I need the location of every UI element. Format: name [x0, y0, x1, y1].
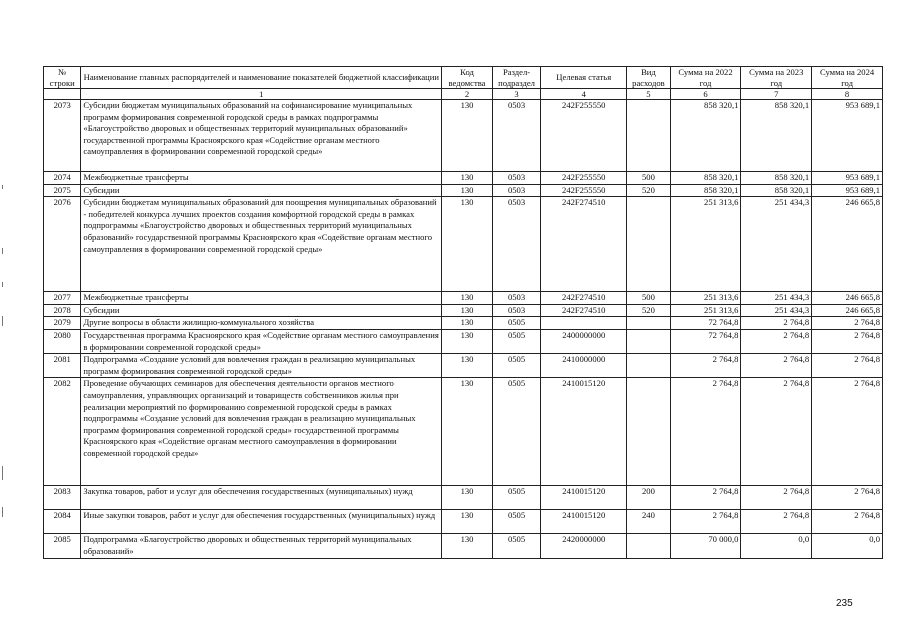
expense-type-cell [627, 317, 670, 330]
sum-2022-cell: 72 764,8 [670, 317, 741, 330]
expense-type-cell: 520 [627, 304, 670, 317]
sum-2024-cell: 953 689,1 [812, 172, 883, 185]
expense-type-cell: 520 [627, 184, 670, 197]
row-name-cell: Субсидии бюджетам муниципальных образований для поощрения муниципальных образований - победителей конкурса лучших проектов создания комфортной городской среды в рамках подпрограммы «Благоустройство дворовых и общественных территорий муниципальных образований» государственной программы Красноярского края «Содействие органам местного самоуправления в формировании современной городской среды» [81, 197, 442, 292]
sum-2022-cell: 70 000,0 [670, 534, 741, 558]
row-number-cell: 2084 [44, 510, 81, 534]
sum-2024-cell: 2 764,8 [812, 329, 883, 353]
table-row [44, 354, 883, 378]
row-number-cell: 2078 [44, 304, 81, 317]
column-number-cell: 6 [670, 89, 741, 100]
sum-2024-cell: 2 764,8 [812, 378, 883, 486]
sum-2022-cell: 858 320,1 [670, 100, 741, 172]
sum-2023-cell: 251 434,3 [741, 292, 812, 305]
sum-2024-cell: 953 689,1 [812, 100, 883, 172]
sum-2022-cell: 72 764,8 [670, 329, 741, 353]
sum-2023-cell: 2 764,8 [741, 329, 812, 353]
expense-type-cell: 500 [627, 172, 670, 185]
section-cell: 0503 [492, 292, 541, 305]
sum-2024-cell: 246 665,8 [812, 197, 883, 292]
section-cell: 0505 [492, 510, 541, 534]
target-article-cell: 242F255550 [541, 172, 627, 185]
target-article-cell: 242F274510 [541, 292, 627, 305]
sum-2023-cell: 251 434,3 [741, 304, 812, 317]
table-row [44, 510, 883, 534]
row-name-cell: Закупка товаров, работ и услуг для обеспечения государственных (муниципальных) нужд [81, 486, 442, 510]
expense-type-cell: 200 [627, 486, 670, 510]
target-article-cell: 2410000000 [541, 354, 627, 378]
header-target-article: Целевая статья [541, 67, 627, 89]
row-name-cell: Государственная программа Красноярского края «Содействие органам местного самоуправления в формировании современной городской среды» [81, 329, 442, 353]
target-article-cell: 242F255550 [541, 184, 627, 197]
sum-2023-cell: 0,0 [741, 534, 812, 558]
dept-code-cell: 130 [442, 378, 493, 486]
dept-code-cell: 130 [442, 197, 493, 292]
scan-mark [2, 248, 3, 254]
row-number-cell: 2085 [44, 534, 81, 558]
target-article-cell: 242F274510 [541, 304, 627, 317]
expense-type-cell [627, 378, 670, 486]
column-number-cell: 7 [741, 89, 812, 100]
budget-table [43, 66, 883, 559]
section-cell: 0503 [492, 184, 541, 197]
dept-code-cell: 130 [442, 184, 493, 197]
row-name-cell: Иные закупки товаров, работ и услуг для обеспечения государственных (муниципальных) нужд [81, 510, 442, 534]
sum-2024-cell: 2 764,8 [812, 317, 883, 330]
row-name-cell: Подпрограмма «Создание условий для вовлечения граждан в реализацию муниципальных программ формирования современной городской среды» [81, 354, 442, 378]
sum-2023-cell: 2 764,8 [741, 486, 812, 510]
sum-2022-cell: 251 313,6 [670, 197, 741, 292]
section-cell: 0503 [492, 304, 541, 317]
dept-code-cell: 130 [442, 172, 493, 185]
sum-2022-cell: 2 764,8 [670, 354, 741, 378]
sum-2024-cell: 2 764,8 [812, 486, 883, 510]
sum-2024-cell: 246 665,8 [812, 292, 883, 305]
column-number-cell: 4 [541, 89, 627, 100]
expense-type-cell [627, 354, 670, 378]
table-row [44, 184, 883, 197]
table-row [44, 329, 883, 353]
column-number-cell: 3 [492, 89, 541, 100]
row-number-cell: 2079 [44, 317, 81, 330]
header-row [44, 67, 883, 89]
table-row [44, 172, 883, 185]
target-article-cell: 2400000000 [541, 329, 627, 353]
row-number-cell: 2080 [44, 329, 81, 353]
sum-2023-cell: 858 320,1 [741, 100, 812, 172]
header-sum-2024: Сумма на 2024 год [812, 67, 883, 89]
table-row [44, 304, 883, 317]
expense-type-cell [627, 329, 670, 353]
section-cell: 0503 [492, 172, 541, 185]
page-number: 235 [836, 598, 853, 609]
row-name-cell: Другие вопросы в области жилищно-коммунального хозяйства [81, 317, 442, 330]
scan-mark [2, 282, 3, 287]
expense-type-cell [627, 534, 670, 558]
header-expense-type: Вид расходов [627, 67, 670, 89]
row-number-cell: 2083 [44, 486, 81, 510]
section-cell: 0505 [492, 329, 541, 353]
row-number-cell: 2077 [44, 292, 81, 305]
sum-2023-cell: 2 764,8 [741, 354, 812, 378]
column-number-row [44, 89, 883, 100]
table-row [44, 378, 883, 486]
sum-2022-cell: 2 764,8 [670, 510, 741, 534]
header-name: Наименование главных распорядителей и наименование показателей бюджетной классификации [81, 67, 442, 89]
row-name-cell: Субсидии бюджетам муниципальных образований на софинансирование муниципальных программ формирования современной городской среды в рамках подпрограммы «Благоустройство дворовых и общественных территорий муниципальных образований» государственной программы Красноярского края «Содействие органам местного самоуправления в формировании современной городской среды» [81, 100, 442, 172]
dept-code-cell: 130 [442, 304, 493, 317]
table-row [44, 534, 883, 558]
sum-2024-cell: 0,0 [812, 534, 883, 558]
column-number-cell: 5 [627, 89, 670, 100]
sum-2022-cell: 2 764,8 [670, 378, 741, 486]
column-number-cell: 8 [812, 89, 883, 100]
table-row [44, 486, 883, 510]
section-cell: 0503 [492, 100, 541, 172]
header-sum-2023: Сумма на 2023 год [741, 67, 812, 89]
target-article-cell: 242F274510 [541, 197, 627, 292]
dept-code-cell: 130 [442, 510, 493, 534]
sum-2023-cell: 2 764,8 [741, 378, 812, 486]
expense-type-cell [627, 197, 670, 292]
row-number-cell: 2076 [44, 197, 81, 292]
section-cell: 0505 [492, 354, 541, 378]
sum-2023-cell: 2 764,8 [741, 317, 812, 330]
target-article-cell: 242F255550 [541, 100, 627, 172]
expense-type-cell: 500 [627, 292, 670, 305]
dept-code-cell: 130 [442, 100, 493, 172]
scan-mark [2, 316, 3, 326]
table-row [44, 100, 883, 172]
target-article-cell [541, 317, 627, 330]
row-name-cell: Межбюджетные трансферты [81, 292, 442, 305]
section-cell: 0505 [492, 317, 541, 330]
scan-mark [2, 507, 3, 517]
sum-2023-cell: 858 320,1 [741, 172, 812, 185]
sum-2023-cell: 2 764,8 [741, 510, 812, 534]
target-article-cell: 2420000000 [541, 534, 627, 558]
target-article-cell: 2410015120 [541, 510, 627, 534]
section-cell: 0505 [492, 378, 541, 486]
sum-2024-cell: 2 764,8 [812, 354, 883, 378]
sum-2024-cell: 246 665,8 [812, 304, 883, 317]
row-number-cell: 2074 [44, 172, 81, 185]
target-article-cell: 2410015120 [541, 486, 627, 510]
header-sum-2022: Сумма на 2022 год [670, 67, 741, 89]
dept-code-cell: 130 [442, 486, 493, 510]
row-number-cell: 2081 [44, 354, 81, 378]
table-row [44, 197, 883, 292]
sum-2022-cell: 251 313,6 [670, 292, 741, 305]
dept-code-cell: 130 [442, 354, 493, 378]
sum-2023-cell: 858 320,1 [741, 184, 812, 197]
row-name-cell: Субсидии [81, 184, 442, 197]
expense-type-cell [627, 100, 670, 172]
dept-code-cell: 130 [442, 329, 493, 353]
scan-mark [2, 466, 3, 480]
table-row [44, 317, 883, 330]
column-number-cell: 1 [81, 89, 442, 100]
row-name-cell: Межбюджетные трансферты [81, 172, 442, 185]
sum-2023-cell: 251 434,3 [741, 197, 812, 292]
section-cell: 0505 [492, 486, 541, 510]
section-cell: 0503 [492, 197, 541, 292]
dept-code-cell: 130 [442, 292, 493, 305]
row-name-cell: Субсидии [81, 304, 442, 317]
header-row-number: № строки [44, 67, 81, 89]
row-number-cell: 2073 [44, 100, 81, 172]
row-name-cell: Проведение обучающих семинаров для обеспечения деятельности органов местного самоуправления, управляющих организаций и товариществ собственников жилья при реализации мероприятий по формированию современной городской среды в рамках подпрограммы «Создание условий для вовлечения граждан в реализацию муниципальных программ формирования современной городской среды» государственной программы Красноярского края «Содействие органам местного самоуправления в формировании современной городской среды» [81, 378, 442, 486]
target-article-cell: 2410015120 [541, 378, 627, 486]
header-section: Раздел-подраздел [492, 67, 541, 89]
row-number-cell: 2075 [44, 184, 81, 197]
sum-2024-cell: 953 689,1 [812, 184, 883, 197]
row-name-cell: Подпрограмма «Благоустройство дворовых и общественных территорий муниципальных образований» [81, 534, 442, 558]
section-cell: 0505 [492, 534, 541, 558]
dept-code-cell: 130 [442, 317, 493, 330]
column-number-cell [44, 89, 81, 100]
scan-mark [2, 185, 3, 189]
header-dept-code: Код ведомства [442, 67, 493, 89]
dept-code-cell: 130 [442, 534, 493, 558]
column-number-cell: 2 [442, 89, 493, 100]
sum-2022-cell: 251 313,6 [670, 304, 741, 317]
row-number-cell: 2082 [44, 378, 81, 486]
table-row [44, 292, 883, 305]
sum-2022-cell: 858 320,1 [670, 172, 741, 185]
sum-2022-cell: 858 320,1 [670, 184, 741, 197]
sum-2022-cell: 2 764,8 [670, 486, 741, 510]
expense-type-cell: 240 [627, 510, 670, 534]
sum-2024-cell: 2 764,8 [812, 510, 883, 534]
